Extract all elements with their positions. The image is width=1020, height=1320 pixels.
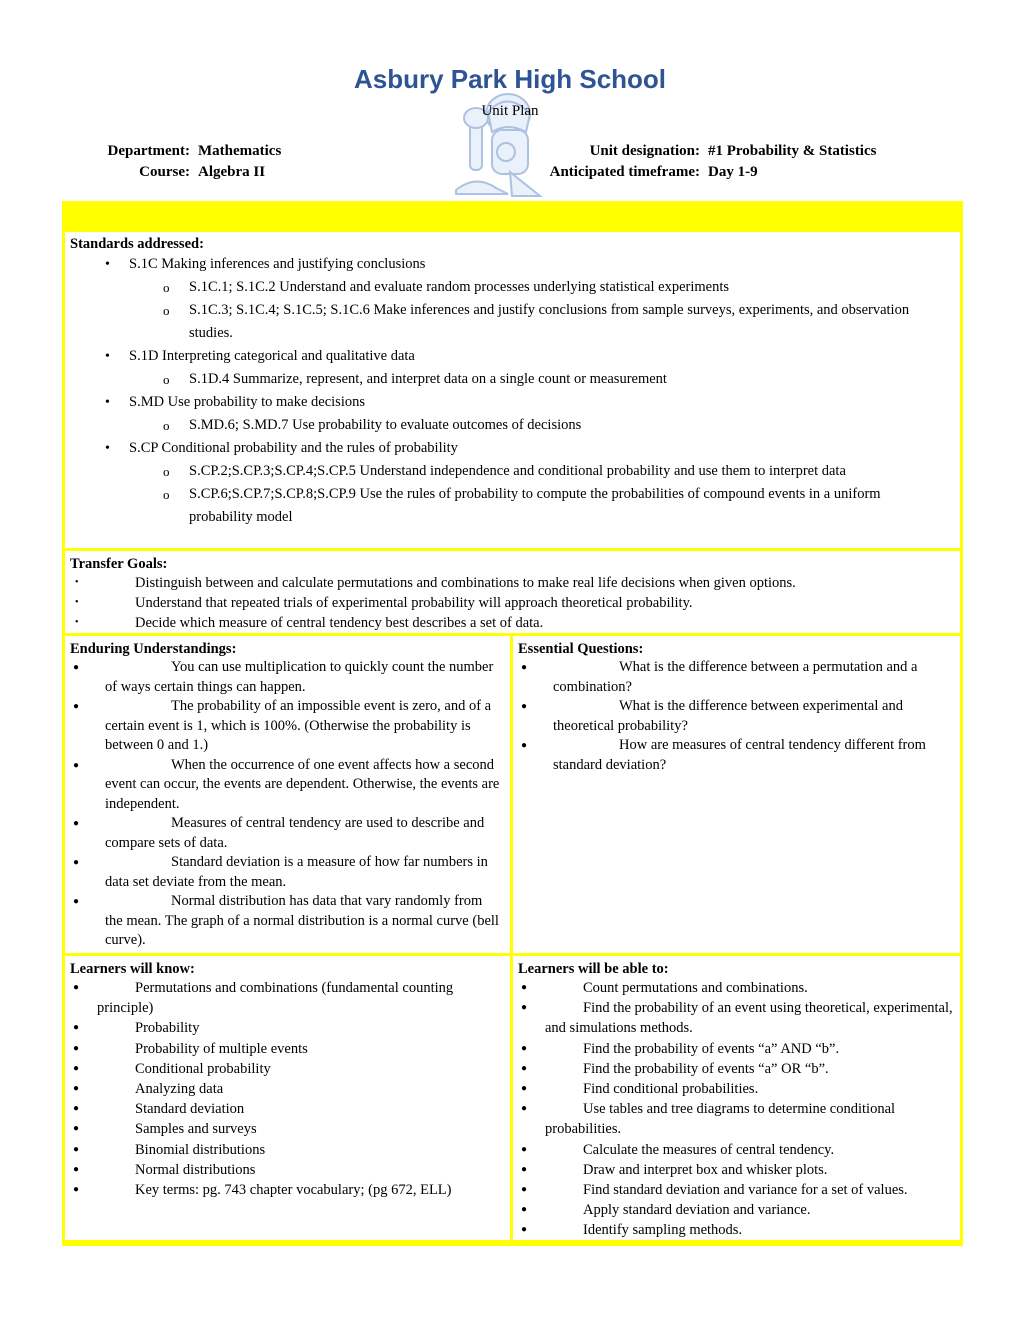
able-title: Learners will be able to: [518, 961, 669, 977]
standards-section [62, 229, 963, 551]
learners-know-section [62, 953, 513, 1243]
unit-row [500, 143, 876, 160]
able-item: ● Find standard deviation and variance for a set of values. [521, 1182, 908, 1199]
timeframe-row [500, 164, 758, 181]
know-item: ● Standard deviation [73, 1101, 245, 1118]
enduring-item: ● You can use multiplication to quickly count the number of ways certain things can happen. [73, 659, 494, 695]
transfer-goal-item: • Understand that repeated trials of experimental probability will approach theoretical probability. [65, 593, 960, 613]
department-value: Mathematics [198, 143, 282, 159]
standard-item: o S.CP.6;S.CP.7;S.CP.8;S.CP.9 Use the rules of probability to compute the probabilities of compound events in a uniform probability model [65, 483, 960, 529]
know-title: Learners will know: [70, 961, 195, 977]
standard-item: o S.1D.4 Summarize, represent, and interpret data on a single count or measurement [65, 368, 960, 391]
standard-item: o S.MD.6; S.MD.7 Use probability to evaluate outcomes of decisions [65, 414, 960, 437]
able-item: ● Identify sampling methods. [521, 1222, 743, 1239]
transfer-goals-title: Transfer Goals: [70, 556, 168, 572]
timeframe-value: Day 1-9 [708, 164, 758, 180]
course-row [68, 164, 265, 181]
able-item: ● Apply standard deviation and variance. [521, 1202, 811, 1219]
know-item: ● Probability [73, 1020, 200, 1037]
able-list [513, 978, 960, 1241]
enduring-list [65, 658, 510, 951]
essential-title: Essential Questions: [518, 641, 644, 657]
able-item: ● Find the probability of an event using theoretical, experimental, and simulations methods. [521, 1000, 953, 1037]
transfer-goals-list [65, 573, 960, 633]
know-item: ● Permutations and combinations (fundamental counting principle) [73, 980, 454, 1017]
essential-questions-section [510, 633, 963, 956]
enduring-item: ● Normal distribution has data that vary randomly from the mean. The graph of a normal distribution is a normal curve (bell curve). [73, 893, 499, 948]
timeframe-label: Anticipated timeframe: [549, 164, 700, 180]
standard-group: • S.CP Conditional probability and the rules of probability [65, 437, 960, 460]
transfer-goals-section [62, 548, 963, 636]
know-item: ● Analyzing data [73, 1081, 224, 1098]
course-value: Algebra II [198, 164, 266, 180]
enduring-item: ● Standard deviation is a measure of how far numbers in data set deviate from the mean. [73, 854, 488, 890]
essential-item: ● What is the difference between experimental and theoretical probability? [521, 698, 903, 734]
able-item: ● Use tables and tree diagrams to determine conditional probabilities. [521, 1101, 896, 1138]
unit-label: Unit designation: [589, 143, 700, 159]
able-item: ● Calculate the measures of central tendency. [521, 1141, 835, 1158]
department-label: Department: [107, 143, 190, 159]
enduring-understandings-section [62, 633, 513, 956]
know-item: ● Conditional probability [73, 1060, 271, 1077]
page-subtitle: Unit Plan [481, 103, 539, 119]
standard-group: • S.1C Making inferences and justifying conclusions [65, 253, 960, 276]
course-label: Course: [139, 164, 190, 180]
learners-able-section [510, 953, 963, 1243]
enduring-title: Enduring Understandings: [70, 641, 237, 657]
know-list [65, 978, 510, 1200]
school-title: Asbury Park High School [353, 64, 667, 94]
know-item: ● Probability of multiple events [73, 1040, 308, 1057]
unit-value: #1 Probability & Statistics [708, 143, 877, 159]
department-row [68, 143, 281, 160]
standard-group: • S.1D Interpreting categorical and qualitative data [65, 345, 960, 368]
standard-item: o S.1C.1; S.1C.2 Understand and evaluate random processes underlying statistical experiments [65, 276, 960, 299]
able-item: ● Count permutations and combinations. [521, 980, 808, 996]
standard-item: o S.1C.3; S.1C.4; S.1C.5; S.1C.6 Make inferences and justify conclusions from sample surveys, experiments, and observation studies. [65, 299, 960, 345]
essential-item: ● What is the difference between a permutation and a combination? [521, 659, 918, 695]
standard-item: o S.CP.2;S.CP.3;S.CP.4;S.CP.5 Understand independence and conditional probability and use them to interpret data [65, 460, 960, 483]
standards-title: Standards addressed: [70, 236, 204, 252]
know-item: ● Binomial distributions [73, 1141, 266, 1158]
able-item: ● Draw and interpret box and whisker plots. [521, 1161, 828, 1178]
enduring-item: ● The probability of an impossible event is zero, and of a certain event is 1, which is 100%. (Otherwise the probability is between 0 and 1.) [73, 698, 492, 753]
transfer-goal-item: • Distinguish between and calculate permutations and combinations to make real life decisions when given options. [65, 573, 960, 593]
essential-item: ● How are measures of central tendency different from standard deviation? [521, 737, 926, 773]
know-item: ● Normal distributions [73, 1161, 256, 1178]
standards-list [65, 253, 960, 529]
able-item: ● Find the probability of events “a” AND “b”. [521, 1040, 840, 1057]
able-item: ● Find conditional probabilities. [521, 1081, 759, 1098]
know-item: ● Key terms: pg. 743 chapter vocabulary; (pg 672, ELL) [73, 1182, 452, 1199]
enduring-item: ● When the occurrence of one event affects how a second event can occur, the events are dependent. Otherwise, the events are independent. [73, 756, 500, 812]
transfer-goal-item: • Decide which measure of central tendency best describes a set of data. [65, 613, 960, 633]
able-item: ● Find the probability of events “a” OR “b”. [521, 1060, 829, 1077]
essential-list [513, 658, 960, 775]
standard-group: • S.MD Use probability to make decisions [65, 391, 960, 414]
know-item: ● Samples and surveys [73, 1121, 257, 1138]
enduring-item: ● Measures of central tendency are used to describe and compare sets of data. [73, 815, 485, 851]
yellow-header-bar [62, 201, 963, 229]
